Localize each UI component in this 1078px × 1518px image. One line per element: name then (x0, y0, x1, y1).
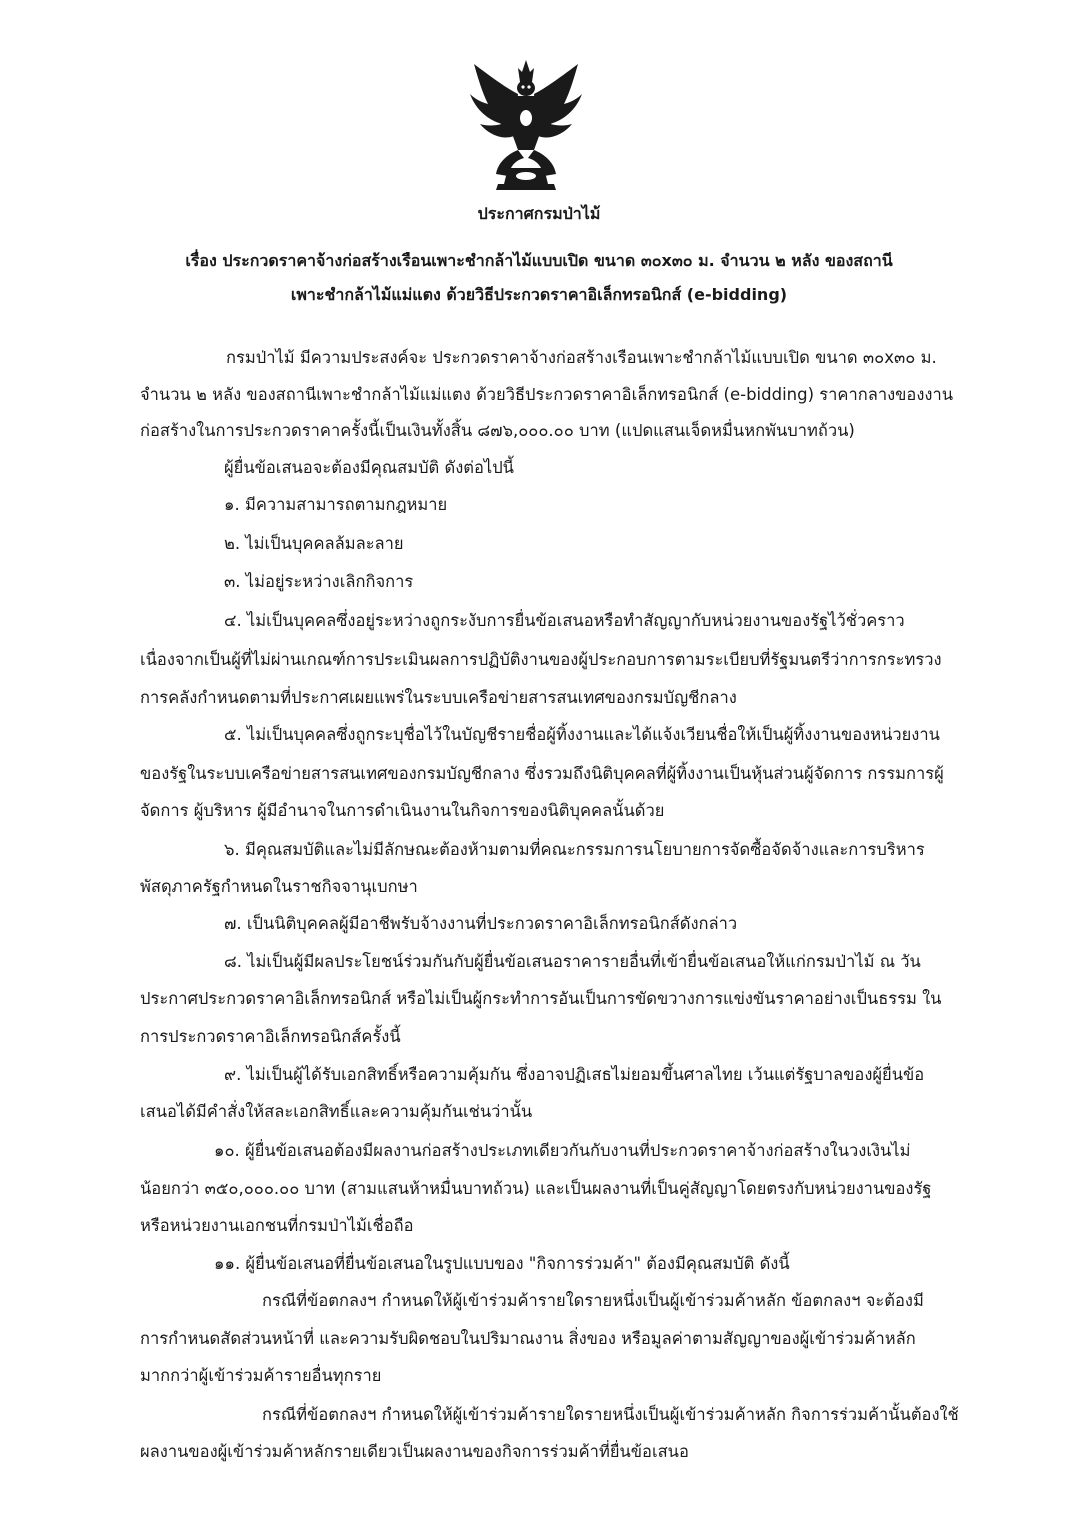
qualification-item-5-line-2: ของรัฐในระบบเครือข่ายสารสนเทศของกรมบัญชีกลาง ซึ่งรวมถึงนิติบุคคลที่ผู้ทิ้งงานเป็นหุ้นส่วนผู้จัดการ กรรมการผู้ (140, 764, 944, 783)
qualification-item-3: ๓. ไม่อยู่ระหว่างเลิกกิจการ (224, 572, 414, 591)
qualification-item-8-line-2: ประกาศประกวดราคาอิเล็กทรอนิกส์ หรือไม่เป็นผู้กระทำการอันเป็นการขัดขวางการแข่งขันราคาอย่างเป็นธรรม ใน (140, 989, 942, 1008)
joint-venture-case-1-line-2: การกำหนดสัดส่วนหน้าที่ และความรับผิดชอบในปริมาณงาน สิ่งของ หรือมูลค่าตามสัญญาของผู้เข้าร่วมค้าหลัก (140, 1329, 916, 1348)
qualification-item-4-line-1: ๔. ไม่เป็นบุคคลซึ่งอยู่ระหว่างถูกระงับการยื่นข้อเสนอหรือทำสัญญากับหน่วยงานของรัฐไว้ชั่วคราว (224, 611, 905, 630)
qualification-item-11: ๑๑. ผู้ยื่นข้อเสนอที่ยื่นข้อเสนอในรูปแบบของ "กิจการร่วมค้า" ต้องมีคุณสมบัติ ดังนี้ (214, 1254, 790, 1273)
subject-line-1: เรื่อง ประกวดราคาจ้างก่อสร้างเรือนเพาะชำกล้าไม้แบบเปิด ขนาด ๓๐x๓๐ ม. จำนวน ๒ หลัง ของสถานี (185, 251, 893, 270)
garuda-emblem-icon (468, 58, 584, 192)
qualification-item-5-line-3: จัดการ ผู้บริหาร ผู้มีอำนาจในการดำเนินงานในกิจการของนิติบุคคลนั้นด้วย (140, 801, 665, 820)
intro-line-1: กรมป่าไม้ มีความประสงค์จะ ประกวดราคาจ้างก่อสร้างเรือนเพาะชำกล้าไม้แบบเปิด ขนาด ๓๐x๓๐ ม. (226, 348, 937, 367)
qualification-item-4-line-3: การคลังกำหนดตามที่ประกาศเผยแพร่ในระบบเครือข่ายสารสนเทศของกรมบัญชีกลาง (140, 688, 737, 707)
qualification-item-10-line-2: น้อยกว่า ๓๕๐,๐๐๐.๐๐ บาท (สามแสนห้าหมื่นบาทถ้วน) และเป็นผลงานที่เป็นคู่สัญญาโดยตรงกับหน่วยงานของรัฐ (140, 1179, 932, 1198)
qualification-heading: ผู้ยื่นข้อเสนอจะต้องมีคุณสมบัติ ดังต่อไปนี้ (224, 458, 514, 477)
agency-heading: ประกาศกรมป่าไม้ (477, 204, 601, 223)
intro-line-3: ก่อสร้างในการประกวดราคาครั้งนี้เป็นเงินทั้งสิ้น ๘๗๖,๐๐๐.๐๐ บาท (แปดแสนเจ็ดหมื่นหกพันบาทถ้วน) (140, 421, 855, 440)
qualification-item-1: ๑. มีความสามารถตามกฎหมาย (224, 495, 448, 514)
qualification-item-2: ๒. ไม่เป็นบุคคลล้มละลาย (224, 534, 404, 553)
qualification-item-9-line-2: เสนอได้มีคำสั่งให้สละเอกสิทธิ์และความคุ้มกันเช่นว่านั้น (140, 1102, 533, 1121)
qualification-item-6-line-2: พัสดุภาครัฐกำหนดในราชกิจจานุเบกษา (140, 877, 418, 896)
qualification-item-10-line-1: ๑๐. ผู้ยื่นข้อเสนอต้องมีผลงานก่อสร้างประเภทเดียวกันกับงานที่ประกวดราคาจ้างก่อสร้างในวงเงินไม่ (214, 1141, 911, 1160)
qualification-item-8-line-1: ๘. ไม่เป็นผู้มีผลประโยชน์ร่วมกันกับผู้ยื่นข้อเสนอราคารายอื่นที่เข้ายื่นข้อเสนอให้แก่กรมป่าไม้ ณ วัน (224, 952, 921, 971)
qualification-item-7: ๗. เป็นนิติบุคคลผู้มีอาชีพรับจ้างงานที่ประกวดราคาอิเล็กทรอนิกส์ดังกล่าว (224, 914, 738, 933)
qualification-item-9-line-1: ๙. ไม่เป็นผู้ได้รับเอกสิทธิ์หรือความคุ้มกัน ซึ่งอาจปฏิเสธไม่ยอมขึ้นศาลไทย เว้นแต่รัฐบาลของผู้ยื่นข้อ (224, 1065, 925, 1084)
intro-line-2: จำนวน ๒ หลัง ของสถานีเพาะชำกล้าไม้แม่แตง ด้วยวิธีประกวดราคาอิเล็กทรอนิกส์ (e-bidding) ราคากลางของงาน (140, 385, 953, 404)
qualification-item-4-line-2: เนื่องจากเป็นผู้ที่ไม่ผ่านเกณฑ์การประเมินผลการปฏิบัติงานของผู้ประกอบการตามระเบียบที่รัฐมนตรีว่าการกระทรวง (140, 650, 942, 669)
qualification-item-8-line-3: การประกวดราคาอิเล็กทรอนิกส์ครั้งนี้ (140, 1027, 401, 1046)
qualification-item-6-line-1: ๖. มีคุณสมบัติและไม่มีลักษณะต้องห้ามตามที่คณะกรรมการนโยบายการจัดซื้อจัดจ้างและการบริหาร (224, 840, 925, 859)
joint-venture-case-1-line-3: มากกว่าผู้เข้าร่วมค้ารายอื่นทุกราย (140, 1366, 382, 1385)
subject-line-2: เพาะชำกล้าไม้แม่แตง ด้วยวิธีประกวดราคาอิเล็กทรอนิกส์ (e-bidding) (290, 285, 788, 304)
qualification-item-10-line-3: หรือหน่วยงานเอกชนที่กรมป่าไม้เชื่อถือ (140, 1216, 414, 1235)
joint-venture-case-2-line-1: กรณีที่ข้อตกลงฯ กำหนดให้ผู้เข้าร่วมค้ารายใดรายหนึ่งเป็นผู้เข้าร่วมค้าหลัก กิจการร่วมค้านั้นต้องใช้ (262, 1405, 959, 1424)
joint-venture-case-2-line-2: ผลงานของผู้เข้าร่วมค้าหลักรายเดียวเป็นผลงานของกิจการร่วมค้าที่ยื่นข้อเสนอ (140, 1442, 689, 1461)
qualification-item-5-line-1: ๕. ไม่เป็นบุคคลซึ่งถูกระบุชื่อไว้ในบัญชีรายชื่อผู้ทิ้งงานและได้แจ้งเวียนชื่อให้เป็นผู้ทิ้งงานของหน่วยงาน (224, 725, 940, 744)
joint-venture-case-1-line-1: กรณีที่ข้อตกลงฯ กำหนดให้ผู้เข้าร่วมค้ารายใดรายหนึ่งเป็นผู้เข้าร่วมค้าหลัก ข้อตกลงฯ จะต้องมี (262, 1291, 924, 1310)
